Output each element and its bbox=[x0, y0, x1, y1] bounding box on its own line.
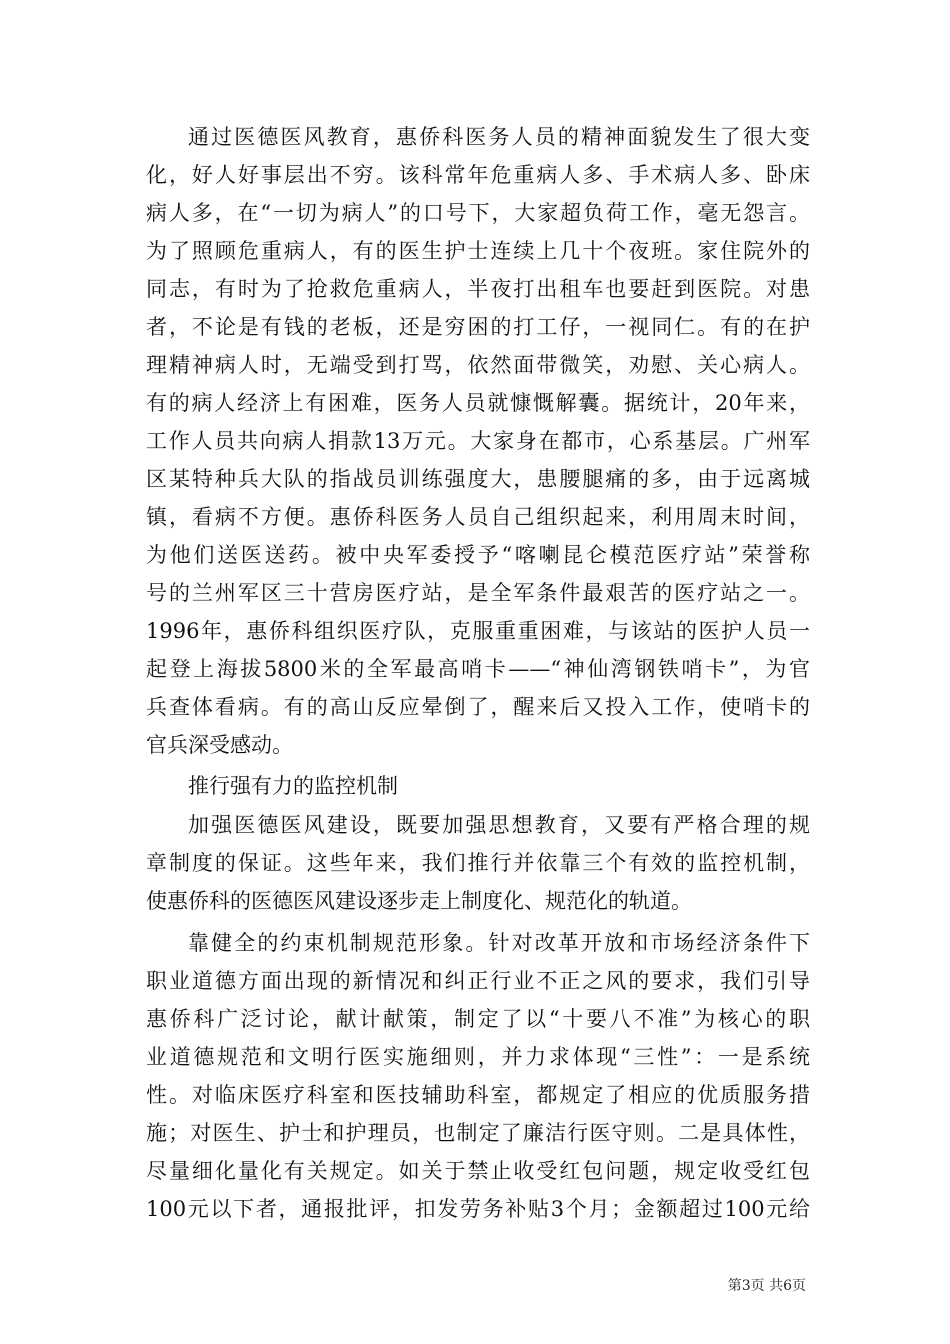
page-number: 第3页 共6页 bbox=[727, 1278, 806, 1294]
text-line: 通过医德医风教育，惠侨科医务人员的精神面貌发生了很大变 bbox=[188, 125, 810, 149]
text-line: 号的兰州军区三十营房医疗站，是全军条件最艰苦的医疗站之一。 bbox=[146, 581, 810, 605]
text-line: 为他们送医送药。被中央军委授予“喀喇昆仑模范医疗站”荣誉称 bbox=[146, 543, 810, 567]
text-line: 加强医德医风建设，既要加强思想教育，又要有严格合理的规 bbox=[188, 813, 810, 837]
text-line: 为了照顾危重病人，有的医生护士连续上几十个夜班。家住院外的 bbox=[146, 239, 810, 263]
text-line: 官兵深受感动。 bbox=[146, 733, 293, 757]
body-text bbox=[146, 118, 810, 1228]
text-line: 者，不论是有钱的老板，还是穷困的打工仔，一视同仁。有的在护 bbox=[146, 315, 810, 339]
text-line: 1996年，惠侨科组织医疗队，克服重重困难，与该站的医护人员一 bbox=[146, 619, 810, 643]
text-line: 区某特种兵大队的指战员训练强度大，患腰腿痛的多，由于远离城 bbox=[146, 467, 810, 491]
text-line: 起登上海拔5800米的全军最高哨卡——“神仙湾钢铁哨卡”，为官 bbox=[146, 657, 810, 681]
text-line: 性。对临床医疗科室和医技辅助科室，都规定了相应的优质服务措 bbox=[146, 1083, 810, 1107]
paragraph-1 bbox=[146, 118, 810, 764]
text-line: 理精神病人时，无端受到打骂，依然面带微笑，劝慰、关心病人。 bbox=[146, 353, 810, 377]
paragraph-3 bbox=[146, 924, 810, 1228]
text-line: 镇，看病不方便。惠侨科医务人员自己组织起来，利用周末时间， bbox=[146, 505, 810, 529]
text-line: 业道德规范和文明行医实施细则，并力求体现“三性”：一是系统 bbox=[146, 1045, 810, 1069]
text-line: 章制度的保证。这些年来，我们推行并依靠三个有效的监控机制， bbox=[146, 851, 810, 875]
text-line: 靠健全的约束机制规范形象。针对改革开放和市场经济条件下 bbox=[188, 931, 810, 955]
text-line: 工作人员共向病人捐款13万元。大家身在都市，心系基层。广州军 bbox=[146, 429, 810, 453]
text-line: 同志，有时为了抢救危重病人，半夜打出租车也要赶到医院。对患 bbox=[146, 277, 810, 301]
text-line: 尽量细化量化有关规定。如关于禁止收受红包问题，规定收受红包 bbox=[146, 1159, 810, 1183]
text-line: 化，好人好事层出不穷。该科常年危重病人多、手术病人多、卧床 bbox=[146, 163, 810, 187]
text-line: 病人多，在“一切为病人”的口号下，大家超负荷工作，毫无怨言。 bbox=[146, 201, 810, 225]
text-line: 兵查体看病。有的高山反应晕倒了，醒来后又投入工作，使哨卡的 bbox=[146, 695, 810, 719]
section-heading: 推行强有力的监控机制 bbox=[188, 774, 398, 798]
text-line: 惠侨科广泛讨论，献计献策，制定了以“十要八不准”为核心的职 bbox=[146, 1007, 810, 1031]
paragraph-2 bbox=[146, 806, 810, 920]
text-line: 100元以下者，通报批评，扣发劳务补贴3个月；金额超过100元给 bbox=[146, 1197, 810, 1221]
text-line: 施；对医生、护士和护理员，也制定了廉洁行医守则。二是具体性， bbox=[146, 1121, 810, 1145]
text-line: 职业道德方面出现的新情况和纠正行业不正之风的要求，我们引导 bbox=[146, 969, 810, 993]
text-line: 有的病人经济上有困难，医务人员就慷慨解囊。据统计，20年来， bbox=[146, 391, 810, 415]
text-line: 使惠侨科的医德医风建设逐步走上制度化、规范化的轨道。 bbox=[146, 889, 692, 913]
